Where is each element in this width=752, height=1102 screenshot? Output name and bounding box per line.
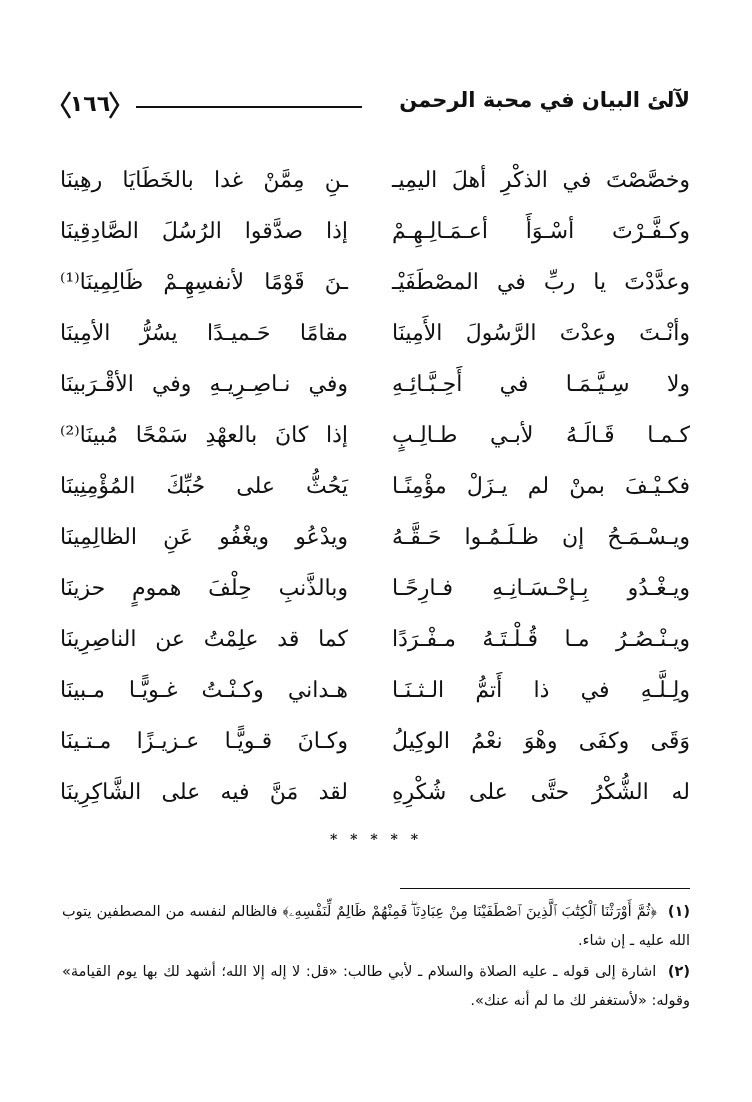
verse-line xyxy=(60,719,690,770)
verse-second-hemistich: لقد مَنَّ فيه على الشَّاكِرِينَا xyxy=(60,780,348,805)
footnote-rule xyxy=(400,888,690,889)
verse-first-hemistich: فكـيْـفَ بمنْ لم يـزَلْ مؤْمِنًـا xyxy=(392,474,690,499)
verse-second-hemistich: وبالذَّنبِ حِلْفَ همومٍ حزينَا xyxy=(60,576,348,601)
verse-line xyxy=(60,413,690,464)
poem xyxy=(60,158,690,821)
verse-first-hemistich: له الشُّكْرُ حتَّى على شُكْرِهِ xyxy=(392,780,690,805)
footnotes xyxy=(62,898,690,1018)
header-rule xyxy=(136,106,362,108)
verse-line xyxy=(60,260,690,311)
verse-second-hemistich: يَحُثُّ على حُبِّكَ المُؤْمِنِينَا xyxy=(60,474,348,499)
verse-line xyxy=(60,515,690,566)
verse-line xyxy=(60,566,690,617)
footnote-number: (١) xyxy=(667,904,690,920)
footnote xyxy=(62,898,690,956)
footnote-number: (٢) xyxy=(667,964,691,980)
verse-line xyxy=(60,464,690,515)
verse-line xyxy=(60,770,690,821)
verse-line xyxy=(60,362,690,413)
verse-second-hemistich: ويدْعُو ويغْفُو عَنِ الظالِمِينَا xyxy=(60,525,348,550)
verse-line xyxy=(60,617,690,668)
verse-first-hemistich: وعدَّدْتَ يا ربِّ في المصْطَفَيْـ xyxy=(392,270,690,295)
verse-first-hemistich: ولا سِـيَّـمَـا في أَحِـبَّـائِـهِ xyxy=(392,372,690,397)
verse-first-hemistich: وكـفَّـرْتَ أسْـوَأَ أعـمَـالِـهِـمْ xyxy=(392,219,690,244)
verse-second-hemistich: إذا صدَّقوا الرُسُلَ الصَّادِقِينَا xyxy=(60,219,348,244)
verse-second-hemistich: وفي نـاصِـرِيـهِ وفي الأقْـرَبينَا xyxy=(60,372,348,397)
verse-first-hemistich: ويـغْـدُو بِـإحْـسَـانِـهِ فـارِحًـا xyxy=(392,576,690,601)
verse-line xyxy=(60,668,690,719)
page-number-badge xyxy=(60,90,120,120)
book-title: لآلئ البيان في محبة الرحمن xyxy=(399,88,690,112)
verse-line xyxy=(60,209,690,260)
verse-first-hemistich: ويـنْـصُـرُ مـا قُـلْـتَـهُ مـفْـرَدًا xyxy=(392,627,690,652)
verse-first-hemistich: ويـسْـمَـحُ إن ظـلَـمُـوا حَـقَّـهُ xyxy=(392,525,690,550)
verse-first-hemistich: ولِـلَّـهِ في ذا أَتمُّ الـثـنَـا xyxy=(392,678,690,703)
verse-first-hemistich: وخصَّصْتَ في الذكْرِ أهلَ اليمِيـ xyxy=(392,168,690,193)
footnote-text: اشارة إلى قوله ـ عليه الصلاة والسلام ـ لأبي طالب: «قل: لا إله إلا الله؛ أشهد لك بها يوم القيامة» وقوله: «لأستغفر لك ما لم أنه عنك». xyxy=(62,964,690,1009)
page-number: ١٦٦ xyxy=(69,92,111,117)
page-header xyxy=(60,84,690,130)
verse-second-hemistich: ـنِ مِمَّنْ غدا بالخَطَايَا رهِينَا xyxy=(60,168,348,193)
footnote xyxy=(62,958,690,1016)
verse-second-hemistich: مقامًا حَـميـدًا يسُرُّ الأمِينَا xyxy=(60,321,348,346)
verse-line xyxy=(60,158,690,209)
verse-second-hemistich: كما قد علِمْتُ عن الناصِرِينَا xyxy=(60,627,348,652)
verse-first-hemistich: وأنْـتَ وعدْتَ الرَّسُولَ الأَمِينَا xyxy=(392,321,690,346)
verse-second-hemistich: إذا كانَ بالعهْدِ سَمْحًا مُبينَا⁽²⁾ xyxy=(60,423,348,448)
verse-second-hemistich: وكـانَ قـويًّـا عـزيـزًا مـتـينَا xyxy=(60,729,348,754)
verse-first-hemistich: وَقَى وكفَى وهْوَ نعْمُ الوكِيلُ xyxy=(392,729,690,754)
section-separator: * * * * * xyxy=(329,832,423,848)
verse-second-hemistich: ـنَ قَوْمًا لأنفسِهِـمْ ظَالِمِينَا⁽¹⁾ xyxy=(60,270,348,295)
verse-second-hemistich: هـداني وكـنْـتُ غـويًّـا مـبينَا xyxy=(60,678,348,703)
verse-first-hemistich: كـمـا قَـالَـهُ لأبـي طـالِـبٍ xyxy=(392,423,690,448)
footnote-text: ﴿ثُمَّ أَوْرَثْنَا ٱلْكِتَٰبَ ٱلَّذِينَ ٱصْطَفَيْنَا مِنْ عِبَادِنَاۖ فَمِنْهُمْ ظَالِمٌ لِّنَفْسِهِۦ﴾ فالظالم لنفسه من المصطفين يتوب الله عليه ـ إن شاء. xyxy=(62,904,690,949)
verse-line xyxy=(60,311,690,362)
